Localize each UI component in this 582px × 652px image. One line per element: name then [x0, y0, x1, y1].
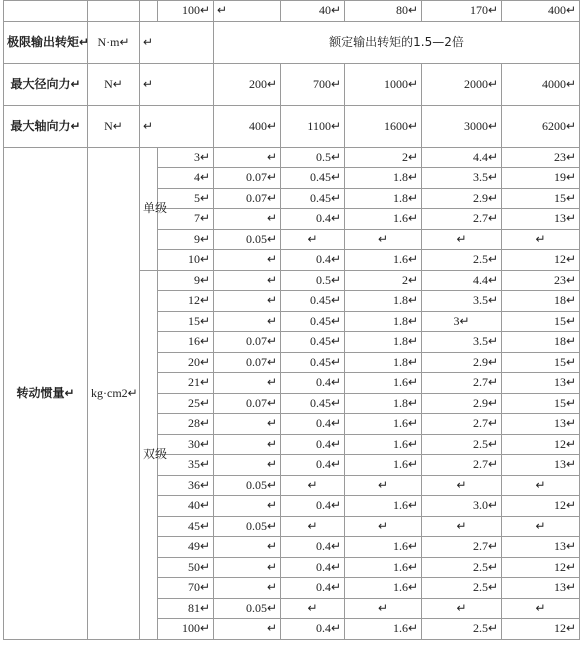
single-row-ratio: 10↵ [158, 250, 214, 271]
double-row-ratio: 25↵ [158, 393, 214, 414]
double-row-value: 12↵ [502, 496, 580, 517]
top-row-value-1: ↵ [214, 1, 281, 22]
single-row-value: 23↵ [502, 147, 580, 168]
double-row-value: 0.07↵ [214, 332, 281, 353]
single-row-ratio: 4↵ [158, 168, 214, 189]
table-row-max-radial [4, 63, 580, 105]
single-row-value: 19↵ [502, 168, 580, 189]
double-row-value: 0.07↵ [214, 393, 281, 414]
double-row-value: ↵ [345, 475, 422, 496]
double-row-ratio: 49↵ [158, 537, 214, 558]
double-row-value: 2.7↵ [422, 414, 502, 435]
double-row-value: 13↵ [502, 414, 580, 435]
single-stage-label: 单级 [140, 147, 158, 270]
max-radial-blank: ↵ [140, 63, 214, 105]
double-row-value: 1.8↵ [345, 311, 422, 332]
double-row-value: 2.7↵ [422, 537, 502, 558]
double-row-ratio: 35↵ [158, 455, 214, 476]
double-row-value: 0.05↵ [214, 516, 281, 537]
double-row-value: ↵ [214, 291, 281, 312]
double-row-value: ↵ [214, 455, 281, 476]
double-row-value: 0.5↵ [281, 270, 345, 291]
max-axial-label: 最大轴向力↵ [4, 105, 88, 147]
double-row-value: 0.4↵ [281, 373, 345, 394]
double-row-value: ↵ [214, 434, 281, 455]
double-row-value: 3.5↵ [422, 332, 502, 353]
top-row-cell-blank-3 [140, 1, 158, 22]
single-row-value: 3.5↵ [422, 168, 502, 189]
double-row-ratio: 20↵ [158, 352, 214, 373]
double-row-value: 1.6↵ [345, 373, 422, 394]
double-row-value: 1.8↵ [345, 393, 422, 414]
double-row-value: 0.45↵ [281, 393, 345, 414]
double-row-value: 1.6↵ [345, 557, 422, 578]
max-radial-value-1: 200↵ [214, 63, 281, 105]
double-row-value: 1.6↵ [345, 578, 422, 599]
max-radial-value-4: 2000↵ [422, 63, 502, 105]
max-radial-unit: N↵ [88, 63, 140, 105]
single-row-value: 1.6↵ [345, 209, 422, 230]
double-row-value: 2.5↵ [422, 557, 502, 578]
double-row-value: ↵ [214, 270, 281, 291]
single-row-value: 0.07↵ [214, 168, 281, 189]
double-row-value: ↵ [281, 516, 345, 537]
double-row-ratio: 9↵ [158, 270, 214, 291]
max-axial-value-2: 1100↵ [281, 105, 345, 147]
single-row-value: 13↵ [502, 209, 580, 230]
inertia-label: 转动惯量↵ [4, 147, 88, 639]
double-row-value: 1.8↵ [345, 291, 422, 312]
single-row-value: 0.45↵ [281, 168, 345, 189]
top-row-cell-blank-1 [4, 1, 88, 22]
double-row-value: 1.6↵ [345, 496, 422, 517]
double-row-value: 3.0↵ [422, 496, 502, 517]
double-row-value: 0.4↵ [281, 434, 345, 455]
double-row-value: ↵ [214, 373, 281, 394]
table-row-top [4, 1, 580, 22]
double-row-ratio: 70↵ [158, 578, 214, 599]
double-row-value: 12↵ [502, 434, 580, 455]
double-row-value: 13↵ [502, 537, 580, 558]
double-row-value: 1.6↵ [345, 455, 422, 476]
table-row-limit-torque [4, 21, 580, 63]
single-row-value: 0.05↵ [214, 229, 281, 250]
single-row-value: 0.45↵ [281, 188, 345, 209]
single-row-ratio: 7↵ [158, 209, 214, 230]
double-row-value: 0.05↵ [214, 598, 281, 619]
double-row-value: ↵ [345, 598, 422, 619]
double-row-value: 0.05↵ [214, 475, 281, 496]
top-row-value-2: 40↵ [281, 1, 345, 22]
double-row-value: ↵ [422, 516, 502, 537]
max-radial-label: 最大径向力↵ [4, 63, 88, 105]
single-row-value: ↵ [214, 250, 281, 271]
double-row-value: 2.5↵ [422, 619, 502, 640]
double-row-ratio: 16↵ [158, 332, 214, 353]
max-axial-value-1: 400↵ [214, 105, 281, 147]
double-row-value: 0.07↵ [214, 352, 281, 373]
double-row-value: 12↵ [502, 557, 580, 578]
double-row-value: ↵ [281, 598, 345, 619]
double-row-ratio: 81↵ [158, 598, 214, 619]
double-row-value: 1.6↵ [345, 537, 422, 558]
double-row-value: 0.4↵ [281, 537, 345, 558]
double-row-ratio: 15↵ [158, 311, 214, 332]
double-row-value: 18↵ [502, 291, 580, 312]
top-row-ratio: 100↵ [158, 1, 214, 22]
single-row-ratio: 3↵ [158, 147, 214, 168]
single-row-value: ↵ [281, 229, 345, 250]
single-row-value: 1.8↵ [345, 168, 422, 189]
double-row-value: 18↵ [502, 332, 580, 353]
max-axial-value-3: 1600↵ [345, 105, 422, 147]
double-row-value: 1.6↵ [345, 619, 422, 640]
double-row-value: 0.4↵ [281, 578, 345, 599]
double-row-value: ↵ [214, 619, 281, 640]
table-row [4, 147, 580, 168]
double-row-value: 0.4↵ [281, 557, 345, 578]
double-row-value: ↵ [214, 311, 281, 332]
double-row-ratio: 36↵ [158, 475, 214, 496]
double-row-ratio: 28↵ [158, 414, 214, 435]
single-row-value: ↵ [214, 147, 281, 168]
double-row-ratio: 100↵ [158, 619, 214, 640]
double-row-value: ↵ [214, 557, 281, 578]
double-row-value: ↵ [422, 598, 502, 619]
double-row-value: 2.7↵ [422, 455, 502, 476]
double-row-value: 0.45↵ [281, 291, 345, 312]
double-row-value: ↵ [214, 578, 281, 599]
double-row-value: ↵ [214, 414, 281, 435]
single-row-value: 2↵ [345, 147, 422, 168]
double-row-value: 13↵ [502, 373, 580, 394]
single-row-value: ↵ [214, 209, 281, 230]
max-radial-value-5: 4000↵ [502, 63, 580, 105]
double-row-value: 0.45↵ [281, 311, 345, 332]
single-row-value: 15↵ [502, 188, 580, 209]
single-row-value: 2.9↵ [422, 188, 502, 209]
double-row-value: 3.5↵ [422, 291, 502, 312]
double-row-value: ↵ [422, 475, 502, 496]
single-row-value: 0.4↵ [281, 250, 345, 271]
double-row-value: 3↵ [422, 311, 502, 332]
max-axial-unit: N↵ [88, 105, 140, 147]
double-row-value: 2.9↵ [422, 393, 502, 414]
double-row-value: ↵ [281, 475, 345, 496]
double-row-ratio: 40↵ [158, 496, 214, 517]
double-row-ratio: 45↵ [158, 516, 214, 537]
double-row-value: 0.4↵ [281, 414, 345, 435]
double-row-value: 2.9↵ [422, 352, 502, 373]
double-row-ratio: 21↵ [158, 373, 214, 394]
single-row-value: 1.8↵ [345, 188, 422, 209]
table-row-max-axial [4, 105, 580, 147]
double-stage-label: 双级 [140, 270, 158, 639]
double-row-value: 1.8↵ [345, 332, 422, 353]
single-row-value: 2.7↵ [422, 209, 502, 230]
limit-torque-label: 极限输出转矩↵ [4, 21, 88, 63]
double-row-value: 15↵ [502, 393, 580, 414]
top-row-value-4: 170↵ [422, 1, 502, 22]
double-row-value: 0.45↵ [281, 332, 345, 353]
double-row-value: 0.45↵ [281, 352, 345, 373]
single-row-value: 2.5↵ [422, 250, 502, 271]
double-row-value: 12↵ [502, 619, 580, 640]
top-row-cell-blank-2 [88, 1, 140, 22]
double-row-value: ↵ [502, 516, 580, 537]
top-row-value-3: 80↵ [345, 1, 422, 22]
single-row-value: ↵ [502, 229, 580, 250]
double-row-value: 13↵ [502, 455, 580, 476]
double-row-value: 2.7↵ [422, 373, 502, 394]
double-row-value: 15↵ [502, 352, 580, 373]
double-row-value: 0.4↵ [281, 619, 345, 640]
single-row-value: 0.07↵ [214, 188, 281, 209]
double-row-value: ↵ [502, 598, 580, 619]
single-row-value: ↵ [345, 229, 422, 250]
limit-torque-note: 额定输出转矩的1.5—2倍 [214, 21, 580, 63]
double-row-value: ↵ [214, 537, 281, 558]
top-row-value-5: 400↵ [502, 1, 580, 22]
double-row-value: 4.4↵ [422, 270, 502, 291]
max-axial-value-5: 6200↵ [502, 105, 580, 147]
double-row-ratio: 50↵ [158, 557, 214, 578]
double-row-value: 2.5↵ [422, 434, 502, 455]
single-row-value: 1.6↵ [345, 250, 422, 271]
double-row-value: ↵ [345, 516, 422, 537]
gearbox-spec-table [3, 0, 580, 640]
single-row-value: 4.4↵ [422, 147, 502, 168]
double-row-value: ↵ [502, 475, 580, 496]
max-radial-value-3: 1000↵ [345, 63, 422, 105]
single-row-ratio: 5↵ [158, 188, 214, 209]
double-row-value: 0.4↵ [281, 496, 345, 517]
double-row-value: 15↵ [502, 311, 580, 332]
double-row-ratio: 12↵ [158, 291, 214, 312]
double-row-value: 1.6↵ [345, 414, 422, 435]
single-row-ratio: 9↵ [158, 229, 214, 250]
limit-torque-unit: N·m↵ [88, 21, 140, 63]
double-row-value: ↵ [214, 496, 281, 517]
double-row-value: 23↵ [502, 270, 580, 291]
max-radial-value-2: 700↵ [281, 63, 345, 105]
limit-torque-blank: ↵ [140, 21, 214, 63]
double-row-value: 13↵ [502, 578, 580, 599]
max-axial-blank: ↵ [140, 105, 214, 147]
double-row-value: 1.6↵ [345, 434, 422, 455]
double-row-value: 0.4↵ [281, 455, 345, 476]
single-row-value: ↵ [422, 229, 502, 250]
max-axial-value-4: 3000↵ [422, 105, 502, 147]
single-row-value: 0.4↵ [281, 209, 345, 230]
double-row-value: 2.5↵ [422, 578, 502, 599]
double-row-value: 1.8↵ [345, 352, 422, 373]
double-row-value: 2↵ [345, 270, 422, 291]
inertia-unit: kg·cm2↵ [88, 147, 140, 639]
spec-table-body [4, 1, 580, 640]
single-row-value: 0.5↵ [281, 147, 345, 168]
single-row-value: 12↵ [502, 250, 580, 271]
double-row-ratio: 30↵ [158, 434, 214, 455]
